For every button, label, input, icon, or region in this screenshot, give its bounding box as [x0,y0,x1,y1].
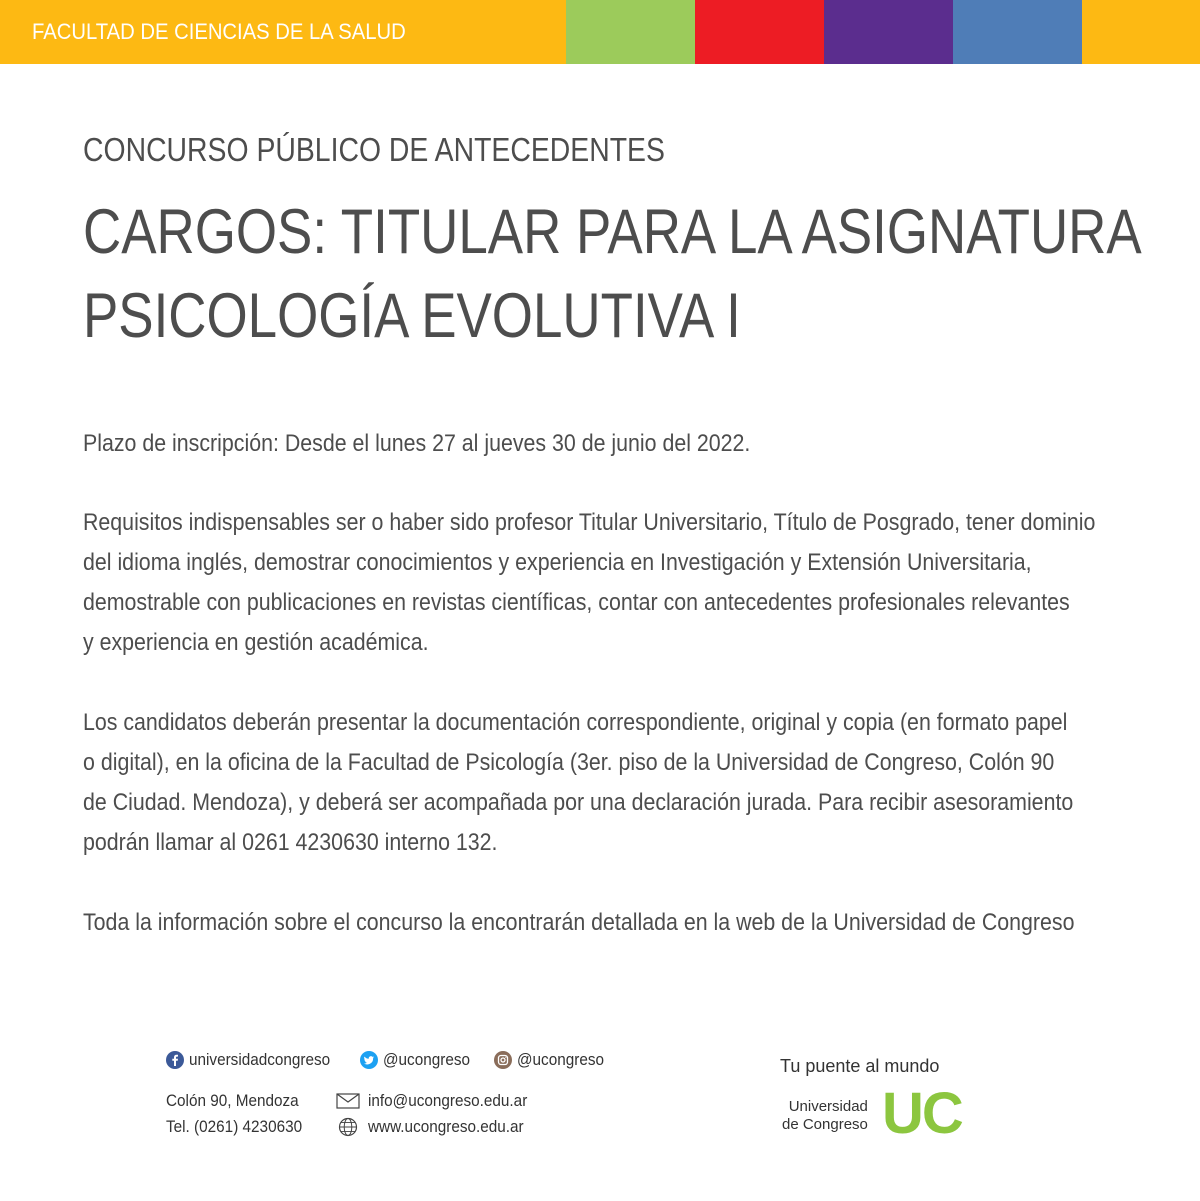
instagram-handle: @ucongreso [516,1050,604,1069]
instructions-paragraph [83,703,1073,863]
street-address: Colón 90, Mendoza [166,1091,299,1110]
instructions-line: o digital), en la oficina de la Facultad de Psicología (3er. piso de la Universidad de Congreso, Colón 90 [83,749,1055,776]
email-address: info@ucongreso.edu.ar [368,1091,528,1110]
color-swatch-blue [953,0,1082,64]
facebook-icon [166,1051,184,1069]
color-swatch-yellow [1082,0,1200,64]
requirements-paragraph [83,503,1095,663]
instructions-line: de Ciudad. Mendoza), y deberá ser acompañada por una declaración jurada. Para recibir asesoramiento [83,789,1074,816]
closing-note: Toda la información sobre el concurso la encontrarán detallada en la web de la Universidad de Congreso [83,909,1075,936]
faculty-title: FACULTAD DE CIENCIAS DE LA SALUD [32,19,406,44]
headline-line-1: CARGOS: TITULAR PARA LA ASIGNATURA [83,197,1142,267]
requirements-line: demostrable con publicaciones en revistas científicas, contar con antecedentes profesionales relevantes [83,589,1070,616]
instructions-line: podrán llamar al 0261 4230630 interno 132. [83,829,498,856]
faculty-title-cell [0,0,566,64]
address-block [166,1088,302,1140]
header-band [0,0,1200,64]
instagram-icon [494,1051,512,1069]
website-url: www.ucongreso.edu.ar [368,1117,524,1136]
globe-icon [336,1117,360,1137]
requirements-line: y experiencia en gestión académica. [83,629,429,656]
twitter-icon [360,1051,378,1069]
instructions-line: Los candidatos deberán presentar la documentación correspondiente, original y copia (en formato papel [83,709,1068,736]
contact-block [336,1088,545,1140]
color-swatch-green [566,0,695,64]
requirements-line: del idioma inglés, demostrar conocimientos y experiencia en Investigación y Extensión Universitaria, [83,549,1032,576]
twitter-handle: @ucongreso [382,1050,470,1069]
color-swatch-red [695,0,824,64]
university-name [782,1098,868,1134]
university-logo [780,1056,970,1146]
facebook-link[interactable] [166,1050,346,1070]
headline-line-2: PSICOLOGÍA EVOLUTIVA I [83,281,741,351]
twitter-link[interactable] [360,1050,480,1070]
contest-eyebrow: CONCURSO PÚBLICO DE ANTECEDENTES [83,131,665,168]
social-links [166,1050,627,1070]
university-name-line-2: de Congreso [782,1116,868,1133]
university-name-line-1: Universidad [788,1098,868,1115]
instagram-link[interactable] [494,1050,614,1070]
website-link[interactable] [336,1114,545,1140]
email-link[interactable] [336,1088,545,1114]
requirements-line: Requisitos indispensables ser o haber sido profesor Titular Universitario, Título de Posgrado, tener dominio [83,509,1096,536]
position-headline [83,190,1142,358]
color-swatch-purple [824,0,953,64]
registration-deadline: Plazo de inscripción: Desde el lunes 27 al jueves 30 de junio del 2022. [83,430,751,457]
uc-logo-mark: UC [882,1081,962,1146]
mail-icon [336,1091,360,1111]
facebook-handle: universidadcongreso [189,1050,331,1069]
brand-tagline: Tu puente al mundo [780,1056,940,1076]
phone-number: Tel. (0261) 4230630 [166,1117,303,1136]
